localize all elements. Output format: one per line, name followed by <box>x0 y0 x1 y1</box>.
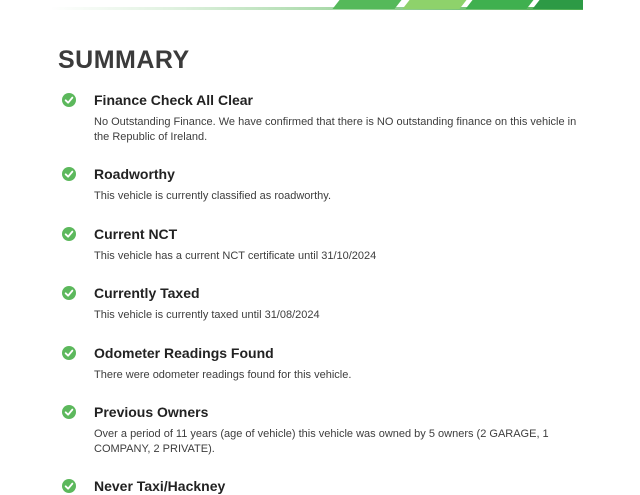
header-chevron-icon <box>465 0 533 9</box>
item-description: Over a period of 11 years (age of vehicle) this vehicle was owned by 5 owners (2 GARAGE, 1 COMPANY, 2 PRIVATE). <box>94 428 549 455</box>
item-title: Previous Owners <box>94 404 209 420</box>
summary-item-taxi <box>58 478 582 495</box>
summary-item-roadworthy <box>58 166 582 204</box>
item-title: Roadworthy <box>94 166 175 182</box>
check-circle-icon <box>62 286 76 300</box>
header-chevron-icon <box>532 0 583 9</box>
check-circle-icon <box>62 93 76 107</box>
section-title: SUMMARY <box>58 46 190 74</box>
item-description: No Outstanding Finance. We have confirmed that there is NO outstanding finance on this vehicle in the Republic of Ireland. <box>94 116 577 143</box>
summary-item-finance <box>58 92 582 144</box>
check-circle-icon <box>62 346 76 360</box>
item-description: This vehicle is currently classified as roadworthy. <box>94 190 331 202</box>
item-description: There were odometer readings found for this vehicle. <box>94 368 352 381</box>
item-description: This vehicle is currently taxed until 31/08/2024 <box>94 309 320 321</box>
summary-item-nct <box>58 226 582 264</box>
summary-item-odometer <box>58 345 582 383</box>
header-chevron-icon <box>402 0 466 9</box>
check-circle-icon <box>62 479 76 493</box>
item-title: Currently Taxed <box>94 285 200 301</box>
check-circle-icon <box>62 227 76 241</box>
check-circle-icon <box>62 167 76 181</box>
summary-item-tax <box>58 285 582 323</box>
item-description: This vehicle has a current NCT certificate until 31/10/2024 <box>94 249 377 262</box>
item-title: Never Taxi/Hackney <box>94 478 226 494</box>
summary-page <box>0 11 640 495</box>
header-chevrons <box>330 0 583 9</box>
summary-list <box>58 92 582 495</box>
header-chevron-icon <box>332 0 401 9</box>
check-circle-icon <box>62 405 76 419</box>
item-title: Odometer Readings Found <box>94 344 274 361</box>
report-header-band <box>0 0 640 11</box>
item-title: Current NCT <box>94 225 178 242</box>
item-title: Finance Check All Clear <box>94 92 253 108</box>
summary-item-owners <box>58 404 582 456</box>
